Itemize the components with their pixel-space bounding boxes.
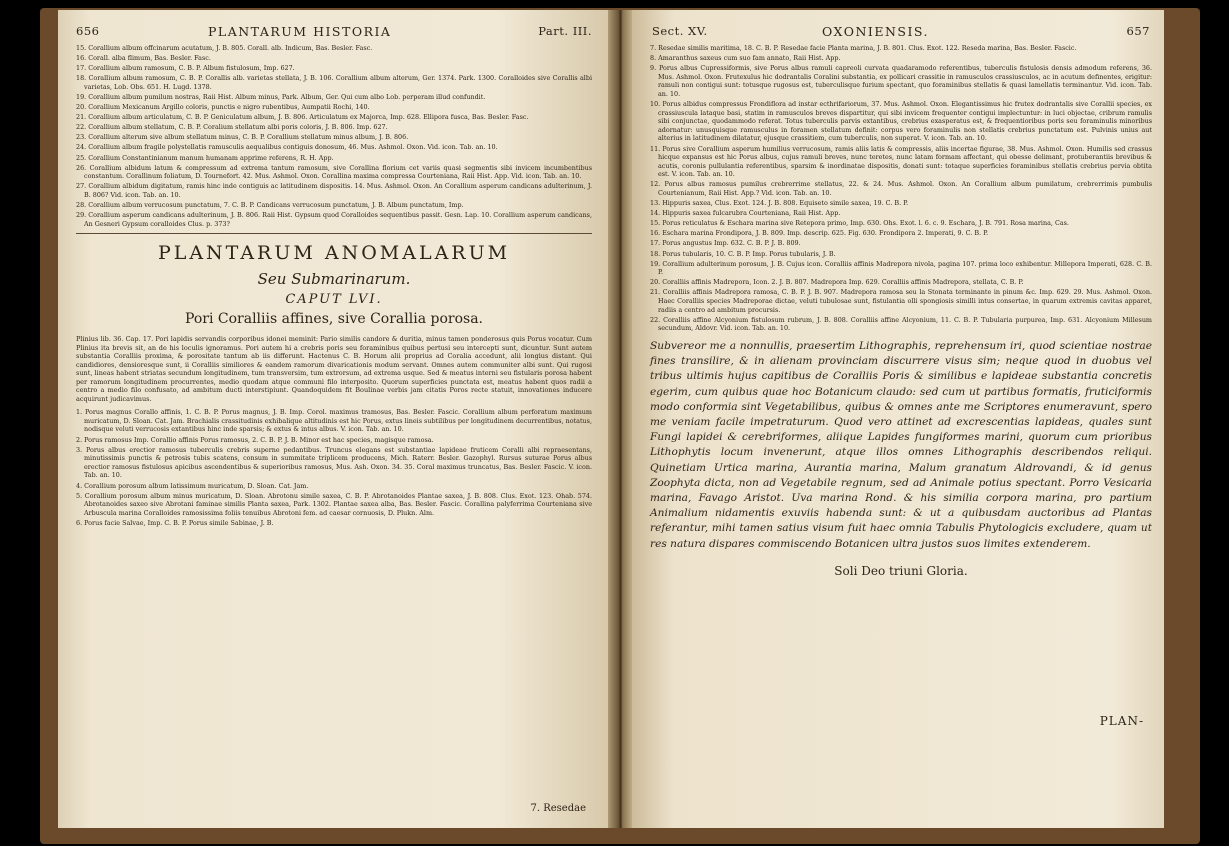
gloria-line: Soli Deo triuni Gloria.	[834, 563, 968, 578]
catalog-entry: 8. Amaranthus saxeus cum suo fam annato, Raii Hist. App.	[650, 54, 841, 63]
chapter-heading: CAPUT LVI.	[285, 292, 383, 308]
catalog-entry: 11. Porus sive Corallium asperum humilius verrucosum, ramis aliis latis & compressis, aliis incertae figurae, 38. Mus. Ashmol. Oxon. Humilis sed crassus hicque expansus est hic Porus albus, cujus ramuli breves, nunc teretes, nunc latam formam affectant, qui obesse delimant, protuberantiis brevibus & acutis, coronis pullulantia referentibus, sparsim & inordinatae dispositis, donati sunt: totaque superficies foraminibus stellatis crebrius pervia obtita est. V. icon. Tab. an. 10.	[650, 144, 1152, 179]
chapter-title: Pori Coralliis affines, sive Corallia porosa.	[185, 311, 483, 328]
left-entries-top	[76, 44, 592, 228]
left-running-title: PLANTARUM HISTORIA	[208, 24, 392, 39]
catalog-entry: 3. Porus albus erectior ramosus tuberculis crebris superne pedantibus. Truncus elegans est substantiae lapideae fruticem Coralli albi repraesentans, minutissimis punctis & petrosis tubis scatens, consum in summitate triplicem producens, Mich. Raterr. Besler. Gazophyl. Rursus suturae Porus albus erectior ramosus fistulosus apicibus ascendentibus & superioribus ramosus, Mus. Ash. Oxon. 34. 35. Coral maximus truncatus, Bas. Besler. Fascic. V. icon. Tab. an. 10.	[76, 445, 592, 480]
catalog-entry: 17. Corallium album ramosum, C. B. P. Album fistulosum, Imp. 627.	[76, 64, 295, 73]
right-page-number: 657	[1126, 24, 1150, 38]
intro-paragraph: Plinius lib. 36. Cap. 17. Pori lapidis servandis corporibus idonei meminit: Pario similis candore & duritia, minus tamen ponderosus quis Porus vocatur. Cum Plinius ita brevis sit, an de his loculis ignoramus. Pori autem hi a crebris poris seu foraminibus quibus pertusi seu intercepti sunt, dicuntur. Sunt autem substantia Coralliis proxima, & porositate tantum ab iis differunt. Hactenus C. B. Horum alii proprius ad Coralia accedunt, alii longius distant. Qui candidiores, densioresque sunt, ii Coralliis similiores & eandem ramorum divaricationis modum servant. Omnes autem communiter albi sunt. Qui rugosi sunt, lineas habent striatas secundum longitudinem, tum transversim, tum extrorsum, ad extrema usque. Sed & meatus interni seu fistularis porosa habent per ramorum longitudinem procurrentes, medio quodam atque communi filo interposito. Quorum superficies punctata est, meatus habent quos radii a centro a medio filo confusato, ad ambitum ducti interstipiunt. Quandoquidem fit Boulinae verbis jam citatis Poros recte statuit, innovationes inducere acquirunt judicavimus.	[76, 335, 592, 403]
catalog-entry: 15. Porus reticulatus & Eschara marina sive Retepora primo, Imp. 630. Ohs. Exot. l. 6. c. 9. Eschara, J. B. 791. Rosa marina, Cas.	[650, 219, 1069, 228]
left-running-head	[58, 24, 608, 42]
catalog-entry: 15. Corallium album offcinarum acutatum, J. B. 805. Corall. alb. Indicum, Bas. Besler. Fasc.	[76, 44, 373, 52]
catalog-entry: 19. Corallium album pumilum nostras, Raii Hist. Album minus, Park. Album, Ger. Qui cum albo Lob. perperam illud confundit.	[76, 92, 486, 101]
catalog-entry: 18. Porus tubularis, 10. C. B. P. Imp. Porus tubularis, J. B.	[650, 249, 836, 258]
catalog-entry: 19. Corallium adulterinum porosum, J. B. Cujus icon. Coralliis affinis Madrepora nivola, pagina 107. prima loco exhibentur. Millepora Imperati, 628. C. B. P.	[650, 259, 1152, 277]
catalog-entry: 6. Porus facie Salvae, Imp. C. B. P. Porus simile Sabinae, J. B.	[76, 518, 274, 527]
right-catchword: PLAN-	[1099, 714, 1144, 728]
catalog-entry: 23. Corallium alterum sive album stellatum minus, C. B. P. Corallium stellatum minus album, J. B. 806.	[76, 133, 409, 142]
catalog-entry: 1. Porus magnus Corallo affinis, 1. C. B. P. Porus magnus, J. B. Imp. Corol. maximus tramosus, Bas. Besler. Fascic. Corallium album perforatum maximum muricatum, D. Sloan. Cat. Jam. Brachialis crassitudinis exhibalique altitudinis est hic Porus, extus lineis subtilibus per longitudinem decurrentibus, notatus, nodisque veluti verrucosis extantibus hinc inde sparsis; & extus & intus albus. V. icon. Tab. an. 10.	[76, 408, 592, 434]
catalog-entry: 10. Porus albidus compressus Frondiflora ad instar ecthrifariorum, 37. Mus. Ashmol. Oxon. Elegantissimus hic frutex dodrantalis sive Corallii species, ex crassiuscula lataque basi, statim in ramusculos breves dispartitur, qui sibi invicem frequenter contigui implectuntur: in luci objectae, cribrum ramulis sibi conjunctae, quodammodo referat. Totus tuberculis parvis extantibus, crebrius exasperatus est, & frequentioribus poris seu foraminulis minoribus adornatur: unusquisque ramusculus in foramen stellatum definit: corpus vero foraminulis non stellatis crebrius punctatum est. Pulvinis unius aut alterius in latitudinem dilatatur, ejusque crassitiem, cum tuberculis, non superat. V. icon. Tab. an. 10.	[650, 100, 1152, 143]
right-page	[632, 10, 1164, 828]
left-page-number: 656	[76, 24, 100, 38]
left-catchword: 7. Resedae	[530, 803, 586, 814]
catalog-entry: 4. Corallium porosum album latissimum muricatum, D. Sloan. Cat. Jam.	[76, 481, 309, 490]
catalog-entry: 14. Hippuris saxea fulcarubra Courteniana, Raii Hist. App.	[650, 209, 841, 218]
catalog-entry: 28. Corallium album verrucosum punctatum, 7. C. B. P. Candicans verrucosum punctatum, J. B. Album punctatum, Imp.	[76, 201, 464, 209]
catalog-entry: 9. Porus albus Cupressiformis, sive Porus albus ramuli capreoli curvata quadaramodo referentibus, tuberculis fistulosis densis admodum referens, 36. Mus. Ashmol. Oxon. Frutexulus hic dodrantalis Coralini substantia, ex pollicari crassitie in ramusculos crassiusculos, ac in acutum definentes, erigitur: ramuli non contigui sunt: totusque rugosus est, tuberculisque furium spectant, quo foraminibus stellatis & quasi lamellatis terminantur. Vid. icon. Tab. an. 10.	[650, 64, 1152, 98]
catalog-entry: 17. Porus angustus Imp. 632. C. B. P. J. B. 809.	[650, 239, 801, 248]
catalog-entry: 12. Porus albus ramosus pumilus crebrerrime stellatus, 22. & 24. Mus. Ashmol. Oxon. An Corallium album pumilatum, crebrerrimis pumbulis Courtenianum, Raii Hist. App.? Vid. icon. Tab. an. 10.	[650, 180, 1152, 197]
catalog-entry: 20. Corallium Mexicanum Argillo coloris, punctis e nigro rubentibus, Aumpatii Rochi, 140.	[76, 103, 370, 112]
book-gutter	[606, 10, 634, 828]
catalog-entry: 16. Corall. alba flimum, Bas. Besler. Fasc.	[76, 54, 211, 63]
catalog-entry: 18. Corallium album ramosum, C. B. P. Corallis alb. varietas stellata, J. B. 106. Corallium album alterum, Ger. 1374. Park. 1300. Coralloides sive Corallis albi varietas, Lob. Obs. 651. H. Lugd. 1378.	[76, 74, 592, 91]
catalog-entry: 22. Coralliis affine Alcyonium fistulosum rubrum, J. B. 808. Coralliis affine Alcyonium, 11. C. B. P. Tubularia purpurea, Imp. 631. Alcyonium Millesum secundum, Aldovr. Vid. icon. Tab. an. 10.	[650, 315, 1152, 333]
catalog-entry: 24. Corallium album fragile polystellatis ramusculis aequalibus contiguis donosum, 46. Mus. Ashmol. Oxon. Vid. icon. Tab. an. 10.	[76, 143, 498, 152]
catalog-entry: 29. Corallium asperum candicans adulterinum, J. B. 806. Raii Hist. Gypsum quod Coralloides sequentibus passit. Gesn. Lap. 10. Corallium asperum candicans, An Gesneri Gypsum coralloides Clus. p. 373?	[76, 211, 592, 228]
left-entries-bottom	[76, 408, 592, 527]
right-section-label: Sect. XV.	[652, 24, 708, 38]
left-page	[58, 10, 608, 828]
catalog-entry: 21. Corallium album articulatum, C. B. P. Geniculatum album, J. B. 806. Articulatum ex Majorca, Imp. 628. Ellipora fusca, Bas. Besler. Fasc.	[76, 113, 529, 122]
right-entries	[650, 44, 1152, 333]
catalog-entry: 26. Corallium albidum latum & compressum ad extrema tantum ramosum, sive Corallina florium cet variis quasi segmentis sibi invicem incumbentibus constantum. Corallinum foliatum, D. Tournefort. 42. Mus. Ashmol. Oxon. Corallina maxima compressa Courteniana, Raii Hist. App. Vid. icon. Tab. an. 10.	[76, 163, 592, 181]
catalog-entry: 27. Corallium albidum digitatum, ramis hinc inde contiguis ac latitudinem dispositis. 14. Mus. Ashmol. Oxon. An Corallium asperum candicans adulterinum, J. B. 806? Vid. icon. Tab. an. 10.	[76, 182, 592, 199]
divider-rule	[76, 233, 592, 234]
part-label: Part. III.	[538, 24, 592, 38]
section-title: PLANTARUM ANOMALARUM	[157, 242, 511, 265]
section-subtitle: Seu Submarinarum.	[257, 270, 411, 289]
catalog-entry: 25. Corallium Constantinianum manum humanam apprime referens, R. H. App.	[76, 153, 334, 162]
catalog-entry: 5. Corallium porosum album minus muricatum, D. Sloan. Abrotonu simile saxea, C. B. P. Abrotanoides Plantae saxea, J. B. 808. Clus. Exot. 123. Ohab. 574. Abrotanoides saxeo sive Abrotani faminae similis Planta saxea, Park. 1302. Plantae saxea alba, Bas. Besler. Fascic. Corallina palyferrima Courteniana sive Arbuscula marina Coralloides ramosissima foliis tenuibus Abrotoni fem. ad caesar cornuosis, D. Plukn. Alm.	[76, 491, 592, 517]
catalog-entry: 22. Corallium album stellatum, C. B. P. Coralium stellatum albi poris coloris, J. B. 806. Imp. 627.	[76, 123, 388, 132]
catalog-entry: 16. Eschara marina Frondipora, J. B. 809. Imp. descrip. 625. Fig. 630. Frondipora 2. Imperati, 9. C. B. P.	[650, 229, 989, 238]
closing-paragraph: Subvereor me a nonnullis, praesertim Lithographis, reprehensum iri, quod scientiae nostrae fines transilire, & in alienam provinciam discurrere visus sim; neque quod in duobus vel tribus ultimis hujus capitibus de Coralliis Poris & similibus e lapideae substantia concretis egerim, cum quibus quae hoc Botanicum claudo: sed cum ut partibus formatis, fruticiformis modo conformia sint Vegetabilibus, quibus & omnes ante me Scriptores enumeravunt, spero me veniam facile impetraturum. Quod vero attinet ad excrescentias lapideas, quales sunt Fungi lapidei & cerebriformes, aliique Lapides fungiformes marini, quorum cum prioribus Lithophytis locum invenerunt, atque illos omnes Lithographis describendos reliqui. Quinetiam Urtica marina, Aurantia marina, Malum granatum Aldrovandi, & id genus Zoophyta dicta, non ad Vegetabile regnum, sed ad Animale potius spectant. Porro Vesicaria marina, Favago Aristot. Uva marina Rond. & his similia corpora marina, pro partium Animalium nidamentis exuviis habenda sunt: & ut a quibusdam auctoribus ad Plantas referantur, mihi tamen satius visum fuit haec omnia Tabulis Phytologicis excludere, quam ut res natura dispares commiscendo Botanicen ultra justos suos limites extenderem.	[650, 339, 1152, 550]
catalog-entry: 13. Hippuris saxea, Clus. Exot. 124. J. B. 808. Equiseto simile saxea, 19. C. B. P.	[650, 199, 909, 208]
catalog-entry: 20. Coralliis affinis Madrepora, Icon. 2. J. B. 807. Madrepora Imp. 629. Coralliis affinis Madrepora, stellata, C. B. P.	[650, 278, 1024, 287]
right-running-head	[632, 24, 1164, 42]
catalog-entry: 2. Porus ramosus Imp. Corallio affinis Porus ramosus, 2. C. B. P. J. B. Minor est hac species, magisque ramosa.	[76, 435, 434, 444]
right-running-title: OXONIENSIS.	[822, 24, 929, 39]
catalog-entry: 21. Coralliis affinis Madrepora ramosa, C. B. P. J. B. 907. Madrepora ramosa seu la Stonata terminante in pinum &c. Imp. 629. 29. Mus. Ashmol. Oxon. Haec Coralliis species Madreporae dictae, veluti tubulosae sunt, fistulantia olli spongiosis similli intus consertae, in quarum extremis cavitas apparet, radiis a centro ad ambitum procursis.	[650, 288, 1152, 314]
catalog-entry: 7. Resedae similis maritima, 18. C. B. P. Resedae facie Planta marina, J. B. 801. Clus. Exot. 122. Reseda marina, Bas. Besler. Fascic.	[650, 44, 1077, 52]
